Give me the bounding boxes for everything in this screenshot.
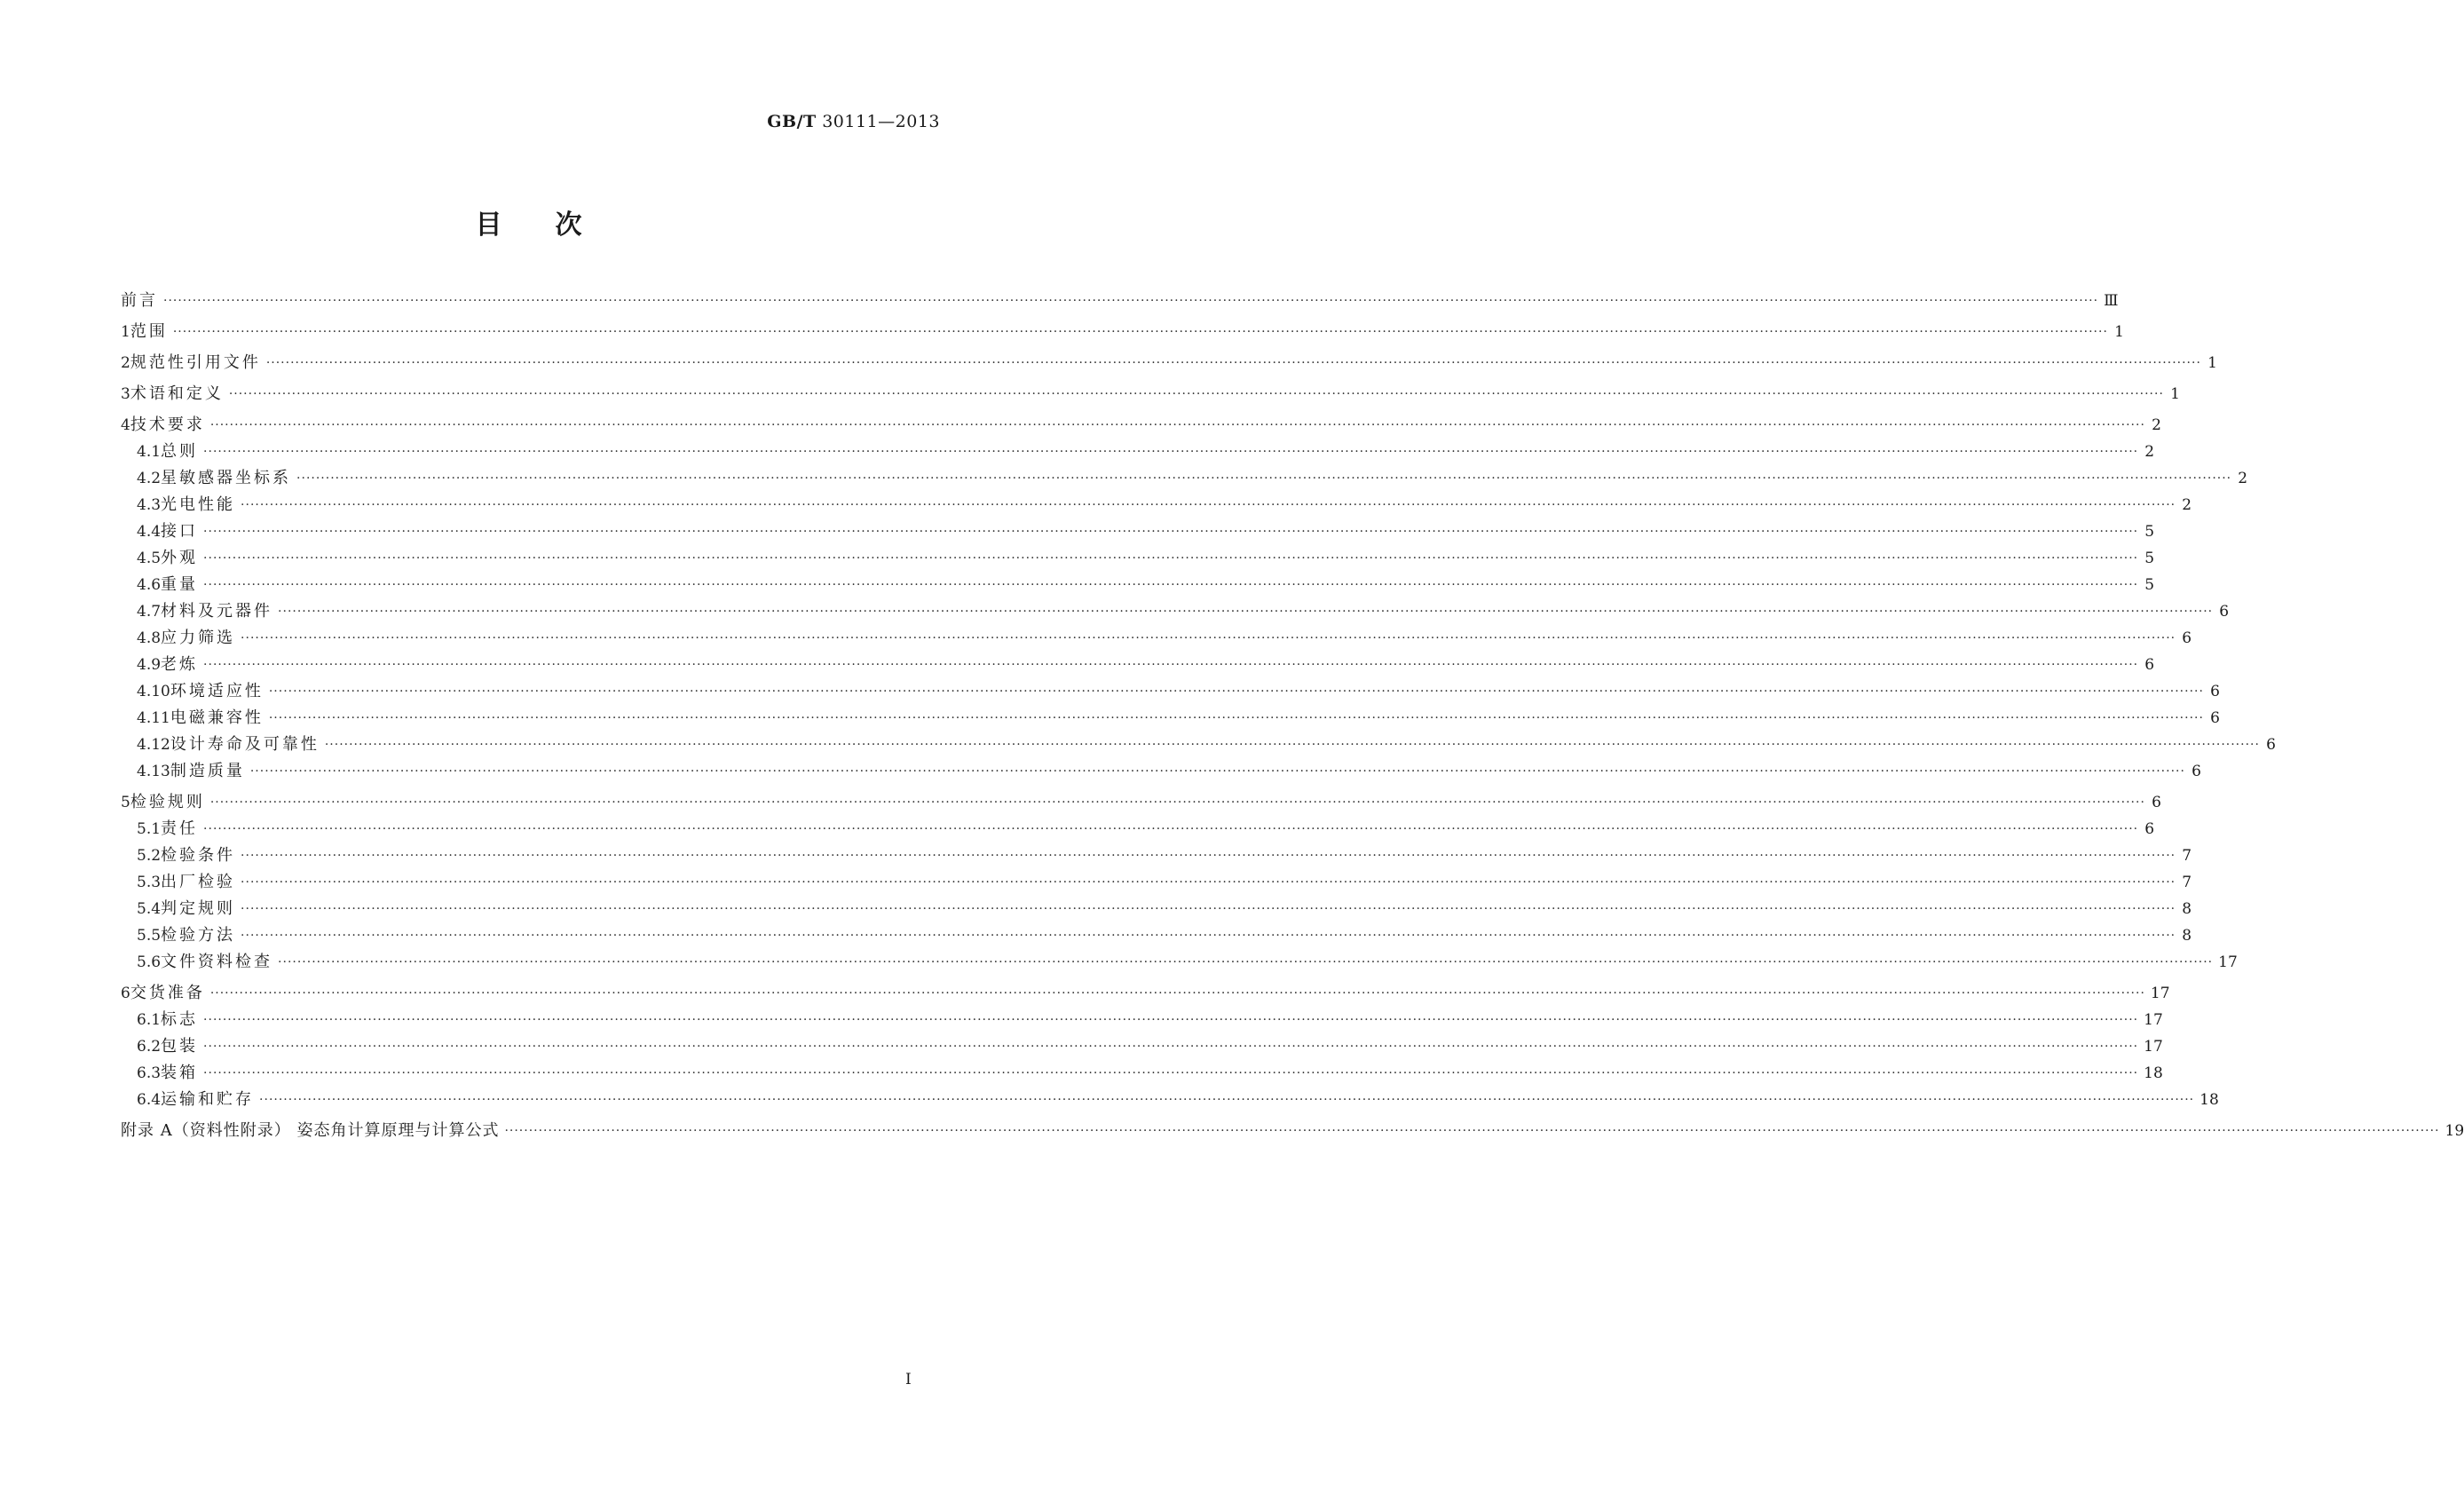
toc-entry[interactable] [121,494,2192,516]
toc-entry[interactable] [121,415,2161,436]
toc-entry-title: 责任 [161,819,199,838]
toc-entry-number: 5 [121,794,130,811]
toc-entry-number: 2 [121,354,130,372]
toc-entry-page: 6 [2266,736,2276,754]
toc-entry-page: 18 [2199,1091,2219,1109]
toc-entry[interactable] [121,925,2192,946]
page-title-char-2: 次 [555,210,582,241]
toc-leader-dots: ················································································································································································································································································································································································································ [203,445,2139,459]
toc-leader-dots: ················································································································································································································································································································································································································ [241,631,2176,645]
toc-entry-page: 1 [2170,385,2180,403]
toc-entry-page: 17 [2144,1011,2163,1029]
toc-leader-dots: ················································································································································································································································································································································································································ [163,294,2099,308]
page-number: I [905,1371,912,1388]
toc-entry-number: 6.3 [137,1064,162,1082]
toc-entry-page: 5 [2144,523,2155,541]
toc-entry-page: 18 [2144,1064,2163,1082]
toc-entry[interactable] [121,548,2155,569]
toc-entry[interactable] [121,1089,2219,1111]
toc-entry-page: 1 [2207,354,2217,372]
toc-entry-page: 5 [2144,550,2155,567]
toc-leader-dots: ················································································································································································································································································································································································································ [241,849,2176,863]
toc-leader-dots: ················································································································································································································································································································································································································ [241,875,2176,890]
toc-entry-title: 技术要求 [130,415,205,434]
toc-entry-number: 6.1 [137,1011,162,1029]
toc-entry-title: 应力筛选 [161,629,236,647]
toc-entry-number: 5.5 [137,927,162,945]
toc-entry-title: 标志 [161,1010,199,1029]
toc-entry-number: 6.4 [137,1091,162,1109]
toc-entry[interactable] [121,819,2155,840]
toc-leader-dots: ················································································································································································································································································································································································································ [203,525,2139,539]
toc-entry-number: 4.9 [137,656,162,674]
toc-entry-title: 包装 [161,1037,199,1056]
toc-entry-title: 材料及元器件 [161,602,273,621]
toc-entry-number: 4.4 [137,523,162,541]
page-title-char-1: 目 [475,210,502,241]
toc-entry-title: 范围 [130,322,168,341]
toc-leader-dots: ················································································································································································································································································································································································································ [249,764,2185,779]
toc-leader-dots: ················································································································································································································································································································································································································ [203,1013,2139,1027]
toc-entry[interactable] [121,681,2220,702]
toc-entry[interactable] [121,468,2248,489]
toc-entry-number: 4.8 [137,629,162,647]
page-title [0,202,1057,241]
toc-entry-number: 6.2 [137,1038,162,1056]
toc-leader-dots: ················································································································································································································································································································································································································ [296,471,2232,486]
toc-entry[interactable] [121,761,2201,782]
toc-leader-dots: ················································································································································································································································································································································································································ [203,1040,2139,1054]
toc-entry-number: 4.7 [137,603,162,621]
toc-leader-dots: ················································································································································································································································································································································································································ [268,711,2204,725]
toc-entry-page: 17 [2150,985,2170,1002]
toc-entry-number: 5.3 [137,874,162,891]
toc-entry-title: 运输和贮存 [161,1090,255,1109]
toc-entry-title: 接口 [161,522,199,541]
toc-entry-page: Ⅲ [2104,292,2119,310]
toc-entry-number: 5.1 [137,820,162,838]
toc-entry-page: 8 [2182,927,2192,945]
toc-leader-dots: ················································································································································································································································································································································································································ [241,498,2176,512]
toc-entry[interactable] [121,1120,2464,1142]
toc-leader-dots: ················································································································································································································································································································································································································ [203,578,2139,592]
toc-entry-page: 17 [2218,953,2238,971]
toc-leader-dots: ················································································································································································································································································································································································································ [324,738,2260,752]
toc-leader-dots: ················································································································································································································································································································································································································ [228,387,2164,401]
toc-leader-dots: ················································································································································································································································································································································································································ [203,822,2139,836]
toc-entry[interactable] [121,792,2161,813]
toc-entry-page: 5 [2144,576,2155,594]
toc-entry-title: 总则 [161,442,199,461]
toc-entry-number: 3 [121,385,130,403]
toc-entry-page: 7 [2182,874,2192,891]
toc-entry-number: 4.10 [137,683,170,700]
toc-entry-number: 4.2 [137,470,162,487]
toc-leader-dots: ················································································································································································································································································································································································································ [203,658,2139,672]
toc-entry-title: 检验条件 [161,846,236,865]
standard-code-number: 30111—2013 [822,112,940,131]
toc-entry-number: 4 [121,416,130,434]
toc-entry-number: 4.6 [137,576,162,594]
toc-entry-title: 光电性能 [161,495,236,514]
toc-entry-number: 5.6 [137,953,162,971]
toc-entry-number: 4.13 [137,763,170,780]
toc-entry[interactable] [121,574,2155,596]
toc-entry[interactable] [121,521,2155,542]
toc-leader-dots: ················································································································································································································································································································································································································ [209,795,2145,810]
toc-entry[interactable] [121,654,2155,676]
toc-leader-dots: ················································································································································································································································································································································································································ [259,1093,2195,1107]
toc-entry[interactable] [121,384,2180,405]
toc-entry-title: 检验规则 [130,793,205,811]
toc-entry-number: 4.5 [137,550,162,567]
toc-entry-title: 环境适应性 [170,682,264,700]
toc-entry-title: 装箱 [161,1064,199,1082]
toc-entry-title: 判定规则 [161,899,236,918]
toc-entry-title: 设计寿命及可靠性 [170,735,320,754]
toc-entry-page: 6 [2182,629,2192,647]
toc-entry-page: 19 [2444,1122,2464,1140]
toc-entry[interactable] [121,1009,2163,1031]
toc-entry[interactable] [121,952,2238,973]
toc-entry-page: 2 [2182,496,2192,514]
toc-entry-page: 2 [2152,416,2161,434]
toc-entry-title: 出厂检验 [161,873,236,891]
toc-entry[interactable] [121,845,2192,866]
toc-entry-title: 外观 [161,549,199,567]
toc-entry-title: 前言 [121,291,158,310]
toc-entry-title: 术语和定义 [130,384,224,403]
toc-entry-page: 6 [2219,603,2230,621]
toc-entry-page: 6 [2144,656,2155,674]
toc-entry[interactable] [121,628,2192,649]
toc-leader-dots: ················································································································································································································································································································································································································ [172,325,2108,339]
toc-entry-title: 交货准备 [130,984,205,1002]
toc-entry[interactable] [121,1036,2163,1057]
toc-entry[interactable] [121,290,2119,312]
toc-entry-page: 2 [2238,470,2248,487]
toc-entry-page: 7 [2182,847,2192,865]
toc-entry[interactable] [121,734,2276,755]
toc-entry-page: 6 [2152,794,2161,811]
toc-entry-number: 1 [121,323,130,341]
toc-entry-number: 4.3 [137,496,162,514]
toc-entry-page: 6 [2144,820,2155,838]
toc-entry-number: 4.11 [137,709,170,727]
toc-entry-number: 4.12 [137,736,170,754]
toc-leader-dots: ················································································································································································································································································································································································································ [265,356,2201,370]
toc-leader-dots: ················································································································································································································································································································································································································ [268,684,2204,699]
toc-entry-page: 6 [2210,683,2220,700]
toc-entry[interactable] [121,321,2124,343]
toc-leader-dots: ················································································································································································································································································································································································································ [203,551,2139,566]
toc-entry-page: 1 [2114,323,2124,341]
toc-entry[interactable] [121,1063,2163,1084]
toc-entry-title: 老炼 [161,655,199,674]
toc-entry-title: 制造质量 [170,762,245,780]
toc-entry[interactable] [121,872,2192,893]
toc-leader-dots: ················································································································································································································································································································································································································ [278,955,2214,969]
toc-entry-page: 6 [2210,709,2220,727]
standard-code [767,112,940,131]
toc-entry-number: 5.2 [137,847,162,865]
toc-entry-title: 规范性引用文件 [130,353,261,372]
toc-entry[interactable] [121,601,2230,622]
toc-entry[interactable] [121,352,2217,374]
toc-entry-title: 文件资料检查 [161,953,273,971]
toc-entry-page: 6 [2192,763,2201,780]
toc-entry-title: 附录 A（资料性附录） 姿态角计算原理与计算公式 [121,1121,500,1140]
toc-leader-dots: ················································································································································································································································································································································································································ [278,605,2214,619]
toc-leader-dots: ················································································································································································································································································································································································································ [209,418,2145,432]
toc-entry[interactable] [121,898,2192,920]
toc-leader-dots: ················································································································································································································································································································································································································ [203,1066,2139,1080]
toc-entry-page: 2 [2144,443,2155,461]
toc-entry-title: 星敏感器坐标系 [161,469,292,487]
toc-entry-number: 6 [121,985,130,1002]
toc-entry-page: 8 [2182,900,2192,918]
toc-leader-dots: ················································································································································································································································································································································································································ [209,986,2145,1001]
standard-code-prefix: GB/T [767,112,817,131]
toc-leader-dots: ················································································································································································································································································································································································································ [241,902,2176,916]
toc-entry[interactable] [121,983,2170,1004]
toc-entry-title: 电磁兼容性 [170,708,264,727]
toc-entry-page: 17 [2144,1038,2163,1056]
toc-entry[interactable] [121,441,2155,463]
toc-entry-title: 重量 [161,575,199,594]
toc-entry-number: 5.4 [137,900,162,918]
toc-entry[interactable] [121,708,2220,729]
toc-entry-title: 检验方法 [161,926,236,945]
toc-entry-number: 4.1 [137,443,162,461]
toc-leader-dots: ················································································································································································································································································································································································································ [241,929,2176,943]
toc-leader-dots: ················································································································································································································································································································································································································ [504,1124,2440,1138]
